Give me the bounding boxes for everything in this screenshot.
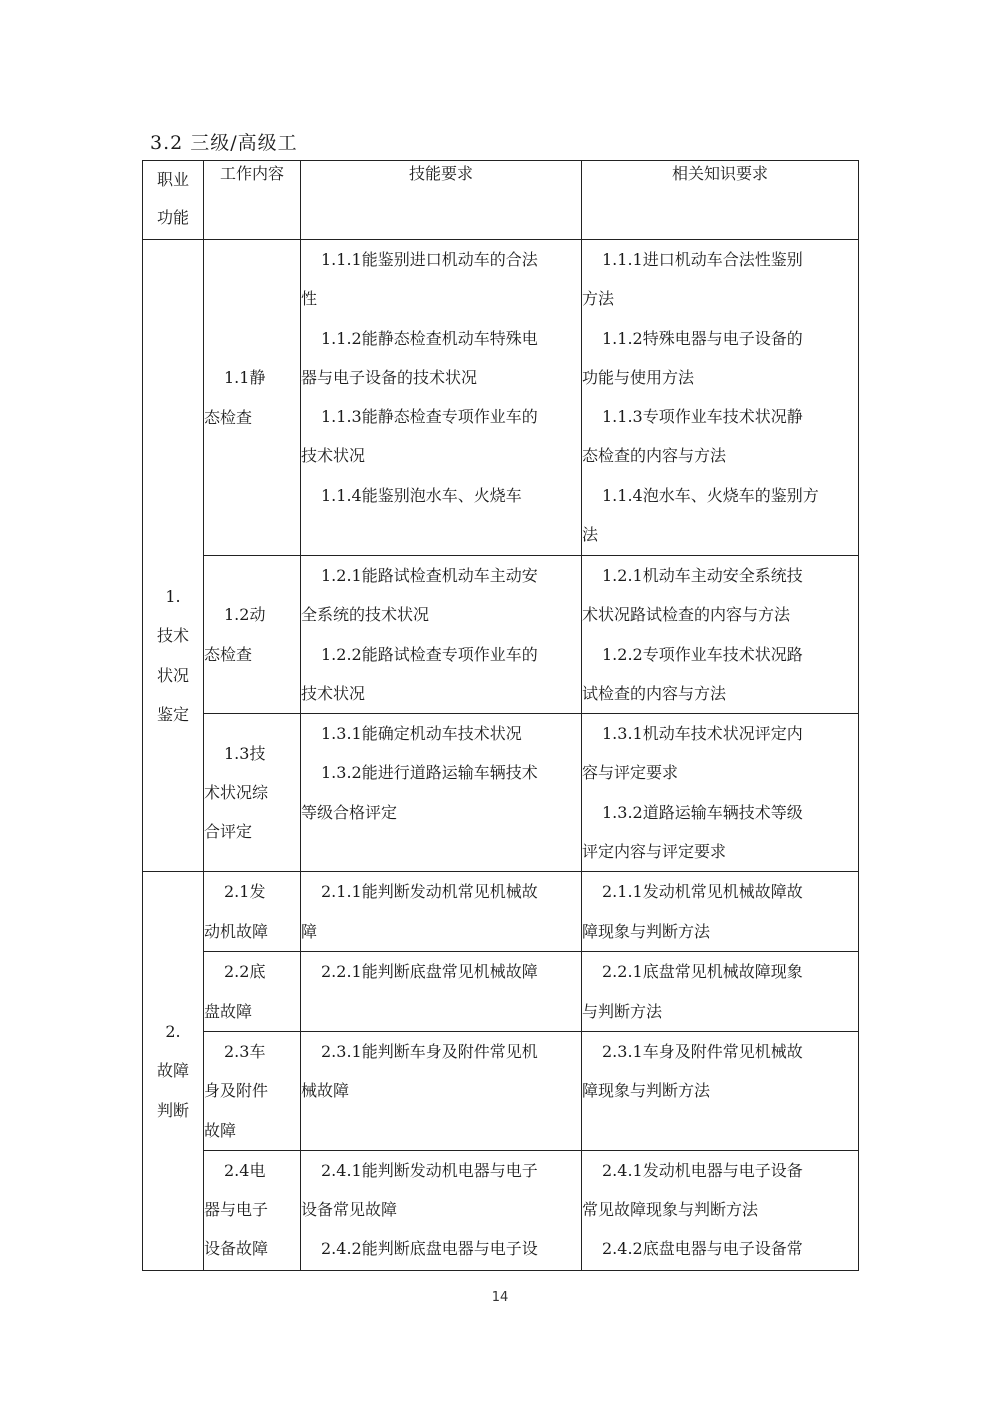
knowledge-line: 1.1.1进口机动车合法性鉴别 (602, 250, 803, 269)
knowledge-cell (582, 240, 859, 556)
header-function-line: 功能 (156, 208, 189, 227)
function-line: 2. (165, 1022, 181, 1042)
skills-line: 1.1.2能静态检查机动车特殊电 (321, 328, 538, 348)
content-line: 态检查 (204, 407, 253, 427)
skills-line: 障 (301, 921, 318, 941)
skills-line: 等级合格评定 (301, 802, 398, 822)
content-line: 1.1静 (224, 368, 266, 388)
skills-line: 1.2.2能路试检查专项作业车的 (321, 644, 538, 664)
function-line: 鉴定 (156, 704, 189, 724)
knowledge-line: 术状况路试检查的内容与方法 (582, 605, 791, 625)
function-line: 状况 (156, 665, 189, 685)
table-row (143, 1150, 859, 1270)
content-line: 2.4电 (224, 1160, 266, 1180)
knowledge-cell (582, 1150, 859, 1270)
skills-line: 1.1.1能鉴别进口机动车的合法 (321, 250, 538, 269)
knowledge-line: 1.1.2特殊电器与电子设备的 (602, 328, 803, 348)
knowledge-line: 2.3.1车身及附件常见机械故 (602, 1041, 803, 1061)
knowledge-cell (582, 556, 859, 714)
knowledge-cell (582, 872, 859, 952)
skills-line: 技术状况 (301, 446, 366, 466)
content-line: 动机故障 (204, 921, 269, 941)
skills-line: 1.3.2能进行道路运输车辆技术 (321, 763, 538, 783)
knowledge-line: 常见故障现象与判断方法 (582, 1200, 759, 1220)
skills-cell (301, 240, 582, 556)
content-line: 盘故障 (204, 1001, 253, 1021)
knowledge-line: 1.2.2专项作业车技术状况路 (602, 644, 803, 664)
knowledge-line: 障现象与判断方法 (582, 921, 711, 941)
skills-line: 1.3.1能确定机动车技术状况 (321, 724, 522, 744)
content-line: 2.1发 (224, 882, 266, 902)
skills-cell (301, 714, 582, 872)
skills-standard-table (142, 160, 859, 1271)
skills-line: 技术状况 (301, 683, 366, 703)
skills-cell (301, 1150, 582, 1270)
knowledge-line: 1.3.1机动车技术状况评定内 (602, 724, 803, 744)
skills-cell (301, 1031, 582, 1150)
header-content: 工作内容 (204, 161, 301, 240)
function-line: 技术 (156, 626, 189, 646)
content-cell (204, 1150, 301, 1270)
knowledge-line: 方法 (582, 289, 615, 309)
content-line: 合评定 (204, 822, 253, 842)
table-row (143, 714, 859, 872)
knowledge-line: 1.1.4泡水车、火烧车的鉴别方 (602, 485, 819, 505)
content-cell (204, 872, 301, 952)
skills-line: 全系统的技术状况 (301, 605, 430, 625)
skills-cell (301, 872, 582, 952)
header-function-line: 职业 (156, 170, 189, 189)
content-line: 2.3车 (224, 1041, 266, 1061)
content-cell (204, 1031, 301, 1150)
knowledge-line: 障现象与判断方法 (582, 1081, 711, 1101)
knowledge-line: 与判断方法 (582, 1001, 663, 1021)
knowledge-line: 2.4.2底盘电器与电子设备常 (602, 1239, 803, 1259)
header-skills: 技能要求 (301, 161, 582, 240)
knowledge-line: 1.3.2道路运输车辆技术等级 (602, 802, 803, 822)
knowledge-line: 1.2.1机动车主动安全系统技 (602, 566, 803, 585)
knowledge-line: 2.1.1发动机常见机械故障故 (602, 882, 803, 902)
table-header-row (143, 161, 859, 240)
skills-line: 器与电子设备的技术状况 (301, 367, 478, 387)
skills-line: 1.2.1能路试检查机动车主动安 (321, 566, 538, 585)
skills-line: 1.1.3能静态检查专项作业车的 (321, 407, 538, 427)
content-line: 态检查 (204, 644, 253, 664)
table-row (143, 952, 859, 1032)
skills-line: 性 (301, 289, 318, 309)
knowledge-line: 容与评定要求 (582, 763, 679, 783)
skills-line: 1.1.4能鉴别泡水车、火烧车 (321, 485, 522, 505)
function-line: 故障 (156, 1061, 189, 1081)
skills-line: 械故障 (301, 1081, 350, 1101)
content-line: 设备故障 (204, 1239, 269, 1259)
knowledge-line: 态检查的内容与方法 (582, 446, 727, 466)
function-line: 判断 (156, 1100, 189, 1120)
content-line: 身及附件 (204, 1081, 269, 1101)
table-row (143, 872, 859, 952)
content-cell (204, 240, 301, 556)
skills-cell (301, 556, 582, 714)
knowledge-line: 2.4.1发动机电器与电子设备 (602, 1160, 803, 1180)
skills-line: 2.4.2能判断底盘电器与电子设 (321, 1239, 538, 1259)
content-line: 故障 (204, 1120, 237, 1140)
knowledge-cell (582, 1031, 859, 1150)
page-number: 14 (491, 1290, 509, 1305)
skills-line: 2.2.1能判断底盘常见机械故障 (321, 962, 538, 982)
skills-line: 2.1.1能判断发动机常见机械故 (321, 882, 538, 902)
knowledge-cell (582, 952, 859, 1032)
header-knowledge: 相关知识要求 (582, 161, 859, 240)
table-row (143, 1031, 859, 1150)
content-cell (204, 556, 301, 714)
content-line: 术状况综 (204, 783, 269, 803)
knowledge-line: 1.1.3专项作业车技术状况静 (602, 407, 803, 427)
knowledge-cell (582, 714, 859, 872)
table-row (143, 556, 859, 714)
function-cell-2 (143, 872, 204, 1270)
knowledge-line: 2.2.1底盘常见机械故障现象 (602, 962, 803, 982)
knowledge-line: 评定内容与评定要求 (582, 842, 727, 862)
function-line: 1. (165, 587, 181, 607)
content-line: 1.2动 (224, 605, 266, 625)
skills-line: 2.4.1能判断发动机电器与电子 (321, 1160, 538, 1180)
table-row (143, 240, 859, 556)
knowledge-line: 试检查的内容与方法 (582, 683, 727, 703)
content-line: 器与电子 (204, 1200, 269, 1220)
skills-line: 2.3.1能判断车身及附件常见机 (321, 1041, 538, 1061)
content-line: 1.3技 (224, 743, 266, 763)
content-cell (204, 714, 301, 872)
knowledge-line: 功能与使用方法 (582, 367, 695, 387)
function-cell-1 (143, 240, 204, 872)
content-line: 2.2底 (224, 962, 266, 982)
content-cell (204, 952, 301, 1032)
skills-line: 设备常见故障 (301, 1200, 398, 1220)
section-title: 3.2 三级/高级工 (150, 132, 298, 154)
knowledge-line: 法 (582, 525, 599, 545)
header-function (143, 161, 204, 240)
skills-cell (301, 952, 582, 1032)
